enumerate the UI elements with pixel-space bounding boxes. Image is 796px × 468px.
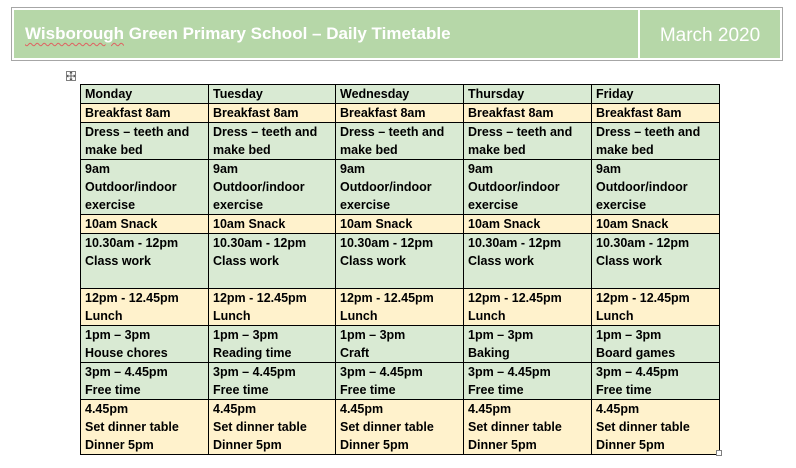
schedule-cell[interactable] [81,289,209,326]
title-box[interactable] [14,10,638,58]
cell-text-line: 10.30am - 12pm [213,236,307,250]
cell-text-line: Free time [340,383,396,397]
cell-text-line: make bed [340,143,398,157]
cell-text-line: Lunch [340,309,378,323]
cell-text-line: Board games [596,346,676,360]
cell-text-line: make bed [596,143,654,157]
cell-text-line: House chores [85,346,168,360]
schedule-cell[interactable] [592,215,720,234]
cell-text-line: 3pm – 4.45pm [85,365,168,379]
cell-text-line: 4.45pm [596,402,640,416]
schedule-cell[interactable] [81,400,209,455]
cell-text-line: exercise [340,198,391,212]
cell-text-line: Lunch [213,309,251,323]
cell-text-line: 1pm – 3pm [85,328,151,342]
date-box[interactable] [640,10,780,58]
cell-text-line: Breakfast 8am [213,106,299,120]
cell-text-line: Outdoor/indoor [340,180,432,194]
header-banner [11,7,783,61]
cell-text-line: Set dinner table [468,420,562,434]
schedule-cell[interactable] [81,160,209,215]
schedule-cell[interactable] [464,160,592,215]
title-rest: Green Primary School – Daily Timetable [128,24,451,43]
schedule-cell[interactable] [336,289,464,326]
cell-text-line: 1pm – 3pm [596,328,662,342]
cell-text-line: make bed [85,143,143,157]
cell-text-line: Breakfast 8am [85,106,171,120]
cell-text-line: 10.30am - 12pm [340,236,434,250]
schedule-cell[interactable] [464,363,592,400]
cell-text-line: Free time [596,383,652,397]
cell-text-line: Lunch [596,309,634,323]
day-label: Wednesday [340,87,410,101]
schedule-cell[interactable] [592,160,720,215]
cell-text-line: Outdoor/indoor [468,180,560,194]
schedule-cell[interactable] [592,289,720,326]
day-label: Monday [85,87,133,101]
cell-text-line: 10am Snack [340,217,413,231]
schedule-cell[interactable] [336,215,464,234]
title-school-name: Wisborough [25,24,124,43]
schedule-cell[interactable] [209,363,336,400]
cell-text-line: Breakfast 8am [340,106,426,120]
cell-text-line: 9am [85,162,111,176]
cell-text-line: Baking [468,346,510,360]
schedule-cell[interactable] [209,160,336,215]
schedule-cell[interactable] [464,326,592,363]
cell-text-line: Class work [468,254,535,268]
day-header-row [81,85,720,104]
cell-text-line: 10.30am - 12pm [85,236,179,250]
cell-text-line: 10am Snack [85,217,158,231]
cell-text-line: Free time [468,383,524,397]
cell-text-line: Class work [213,254,280,268]
cell-text-line: Lunch [85,309,123,323]
schedule-cell[interactable] [81,123,209,160]
cell-text-line: 4.45pm [468,402,512,416]
schedule-cell[interactable] [336,234,464,289]
cell-text-line: make bed [468,143,526,157]
cell-text-line: Outdoor/indoor [596,180,688,194]
schedule-cell[interactable] [81,234,209,289]
cell-text-line: Class work [85,254,152,268]
cell-text-line: Dress – teeth and [340,125,445,139]
schedule-cell[interactable] [81,104,209,123]
cell-text-line: 4.45pm [340,402,384,416]
cell-text-line: Set dinner table [596,420,690,434]
cell-text-line: make bed [213,143,271,157]
cell-text-line: Set dinner table [340,420,434,434]
cell-text-line: 9am [213,162,239,176]
cell-text-line: exercise [468,198,519,212]
schedule-row [81,160,720,215]
schedule-row [81,400,720,455]
schedule-row [81,234,720,289]
cell-text-line: 9am [468,162,494,176]
cell-text-line: Craft [340,346,370,360]
schedule-cell[interactable] [336,326,464,363]
schedule-row [81,104,720,123]
schedule-cell[interactable] [209,400,336,455]
cell-text-line: Dinner 5pm [340,438,409,452]
cell-text-line: exercise [596,198,647,212]
cell-text-line: 3pm – 4.45pm [468,365,551,379]
schedule-cell[interactable] [209,215,336,234]
cell-text-line: 1pm – 3pm [340,328,406,342]
cell-text-line: 10.30am - 12pm [468,236,562,250]
cell-text-line: Outdoor/indoor [213,180,305,194]
cell-text-line: 10.30am - 12pm [596,236,690,250]
cell-text-line: 12pm - 12.45pm [85,291,179,305]
schedule-cell[interactable] [464,234,592,289]
schedule-cell[interactable] [209,326,336,363]
cell-text-line: 4.45pm [85,402,129,416]
schedule-cell[interactable] [464,104,592,123]
cell-text-line: Dinner 5pm [213,438,282,452]
schedule-cell[interactable] [464,400,592,455]
schedule-cell[interactable] [336,160,464,215]
schedule-cell[interactable] [336,123,464,160]
cell-text-line: Dress – teeth and [468,125,573,139]
cell-text-line: Breakfast 8am [596,106,682,120]
timetable [80,84,720,455]
schedule-cell[interactable] [336,400,464,455]
schedule-cell[interactable] [592,400,720,455]
cell-text-line: 3pm – 4.45pm [340,365,423,379]
schedule-cell[interactable] [464,123,592,160]
cell-text-line: 9am [340,162,366,176]
cell-text-line: Dress – teeth and [596,125,701,139]
cell-text-line: Outdoor/indoor [85,180,177,194]
schedule-cell[interactable] [209,123,336,160]
schedule-cell[interactable] [592,234,720,289]
schedule-cell[interactable] [81,215,209,234]
schedule-cell[interactable] [464,289,592,326]
cell-text-line: 12pm - 12.45pm [596,291,690,305]
cell-text-line: Dress – teeth and [213,125,318,139]
cell-text-line: 1pm – 3pm [213,328,279,342]
cell-text-line: Class work [340,254,407,268]
cell-text-line: 10am Snack [468,217,541,231]
schedule-cell[interactable] [81,326,209,363]
cell-text-line: 12pm - 12.45pm [468,291,562,305]
day-header-thursday[interactable] [464,85,592,104]
cell-text-line: Dress – teeth and [85,125,190,139]
cell-text-line: Breakfast 8am [468,106,554,120]
cell-text-line: 3pm – 4.45pm [213,365,296,379]
table-resize-handle[interactable] [716,450,722,456]
schedule-cell[interactable] [592,363,720,400]
cell-text-line: Dinner 5pm [596,438,665,452]
schedule-cell[interactable] [336,363,464,400]
schedule-row [81,363,720,400]
cell-text-line: 12pm - 12.45pm [340,291,434,305]
cell-text-line: Free time [85,383,141,397]
table-move-handle-icon[interactable] [66,71,76,81]
cell-text-line: 3pm – 4.45pm [596,365,679,379]
schedule-cell[interactable] [209,104,336,123]
day-header-friday[interactable] [592,85,720,104]
day-label: Friday [596,87,634,101]
cell-text-line: 10am Snack [596,217,669,231]
day-header-tuesday[interactable] [209,85,336,104]
cell-text-line: Lunch [468,309,506,323]
schedule-cell[interactable] [592,104,720,123]
page-title [25,24,451,44]
schedule-cell[interactable] [592,123,720,160]
cell-text-line: Free time [213,383,269,397]
cell-text-line: Reading time [213,346,292,360]
schedule-cell[interactable] [209,234,336,289]
cell-text-line: Class work [596,254,663,268]
schedule-cell[interactable] [464,215,592,234]
cell-text-line: exercise [85,198,136,212]
day-label: Tuesday [213,87,263,101]
schedule-cell[interactable] [81,363,209,400]
day-header-monday[interactable] [81,85,209,104]
schedule-row [81,289,720,326]
cell-text-line: 1pm – 3pm [468,328,534,342]
cell-text-line: Set dinner table [213,420,307,434]
cell-text-line: Set dinner table [85,420,179,434]
cell-text-line: Dinner 5pm [85,438,154,452]
cell-text-line: 10am Snack [213,217,286,231]
day-header-wednesday[interactable] [336,85,464,104]
schedule-row [81,215,720,234]
schedule-cell[interactable] [209,289,336,326]
cell-text-line: Dinner 5pm [468,438,537,452]
schedule-cell[interactable] [592,326,720,363]
schedule-row [81,326,720,363]
date-label: March 2020 [659,25,761,46]
cell-text-line: 9am [596,162,622,176]
cell-text-line: 4.45pm [213,402,257,416]
cell-text-line: exercise [213,198,264,212]
day-label: Thursday [468,87,525,101]
schedule-row [81,123,720,160]
schedule-cell[interactable] [336,104,464,123]
cell-text-line: 12pm - 12.45pm [213,291,307,305]
